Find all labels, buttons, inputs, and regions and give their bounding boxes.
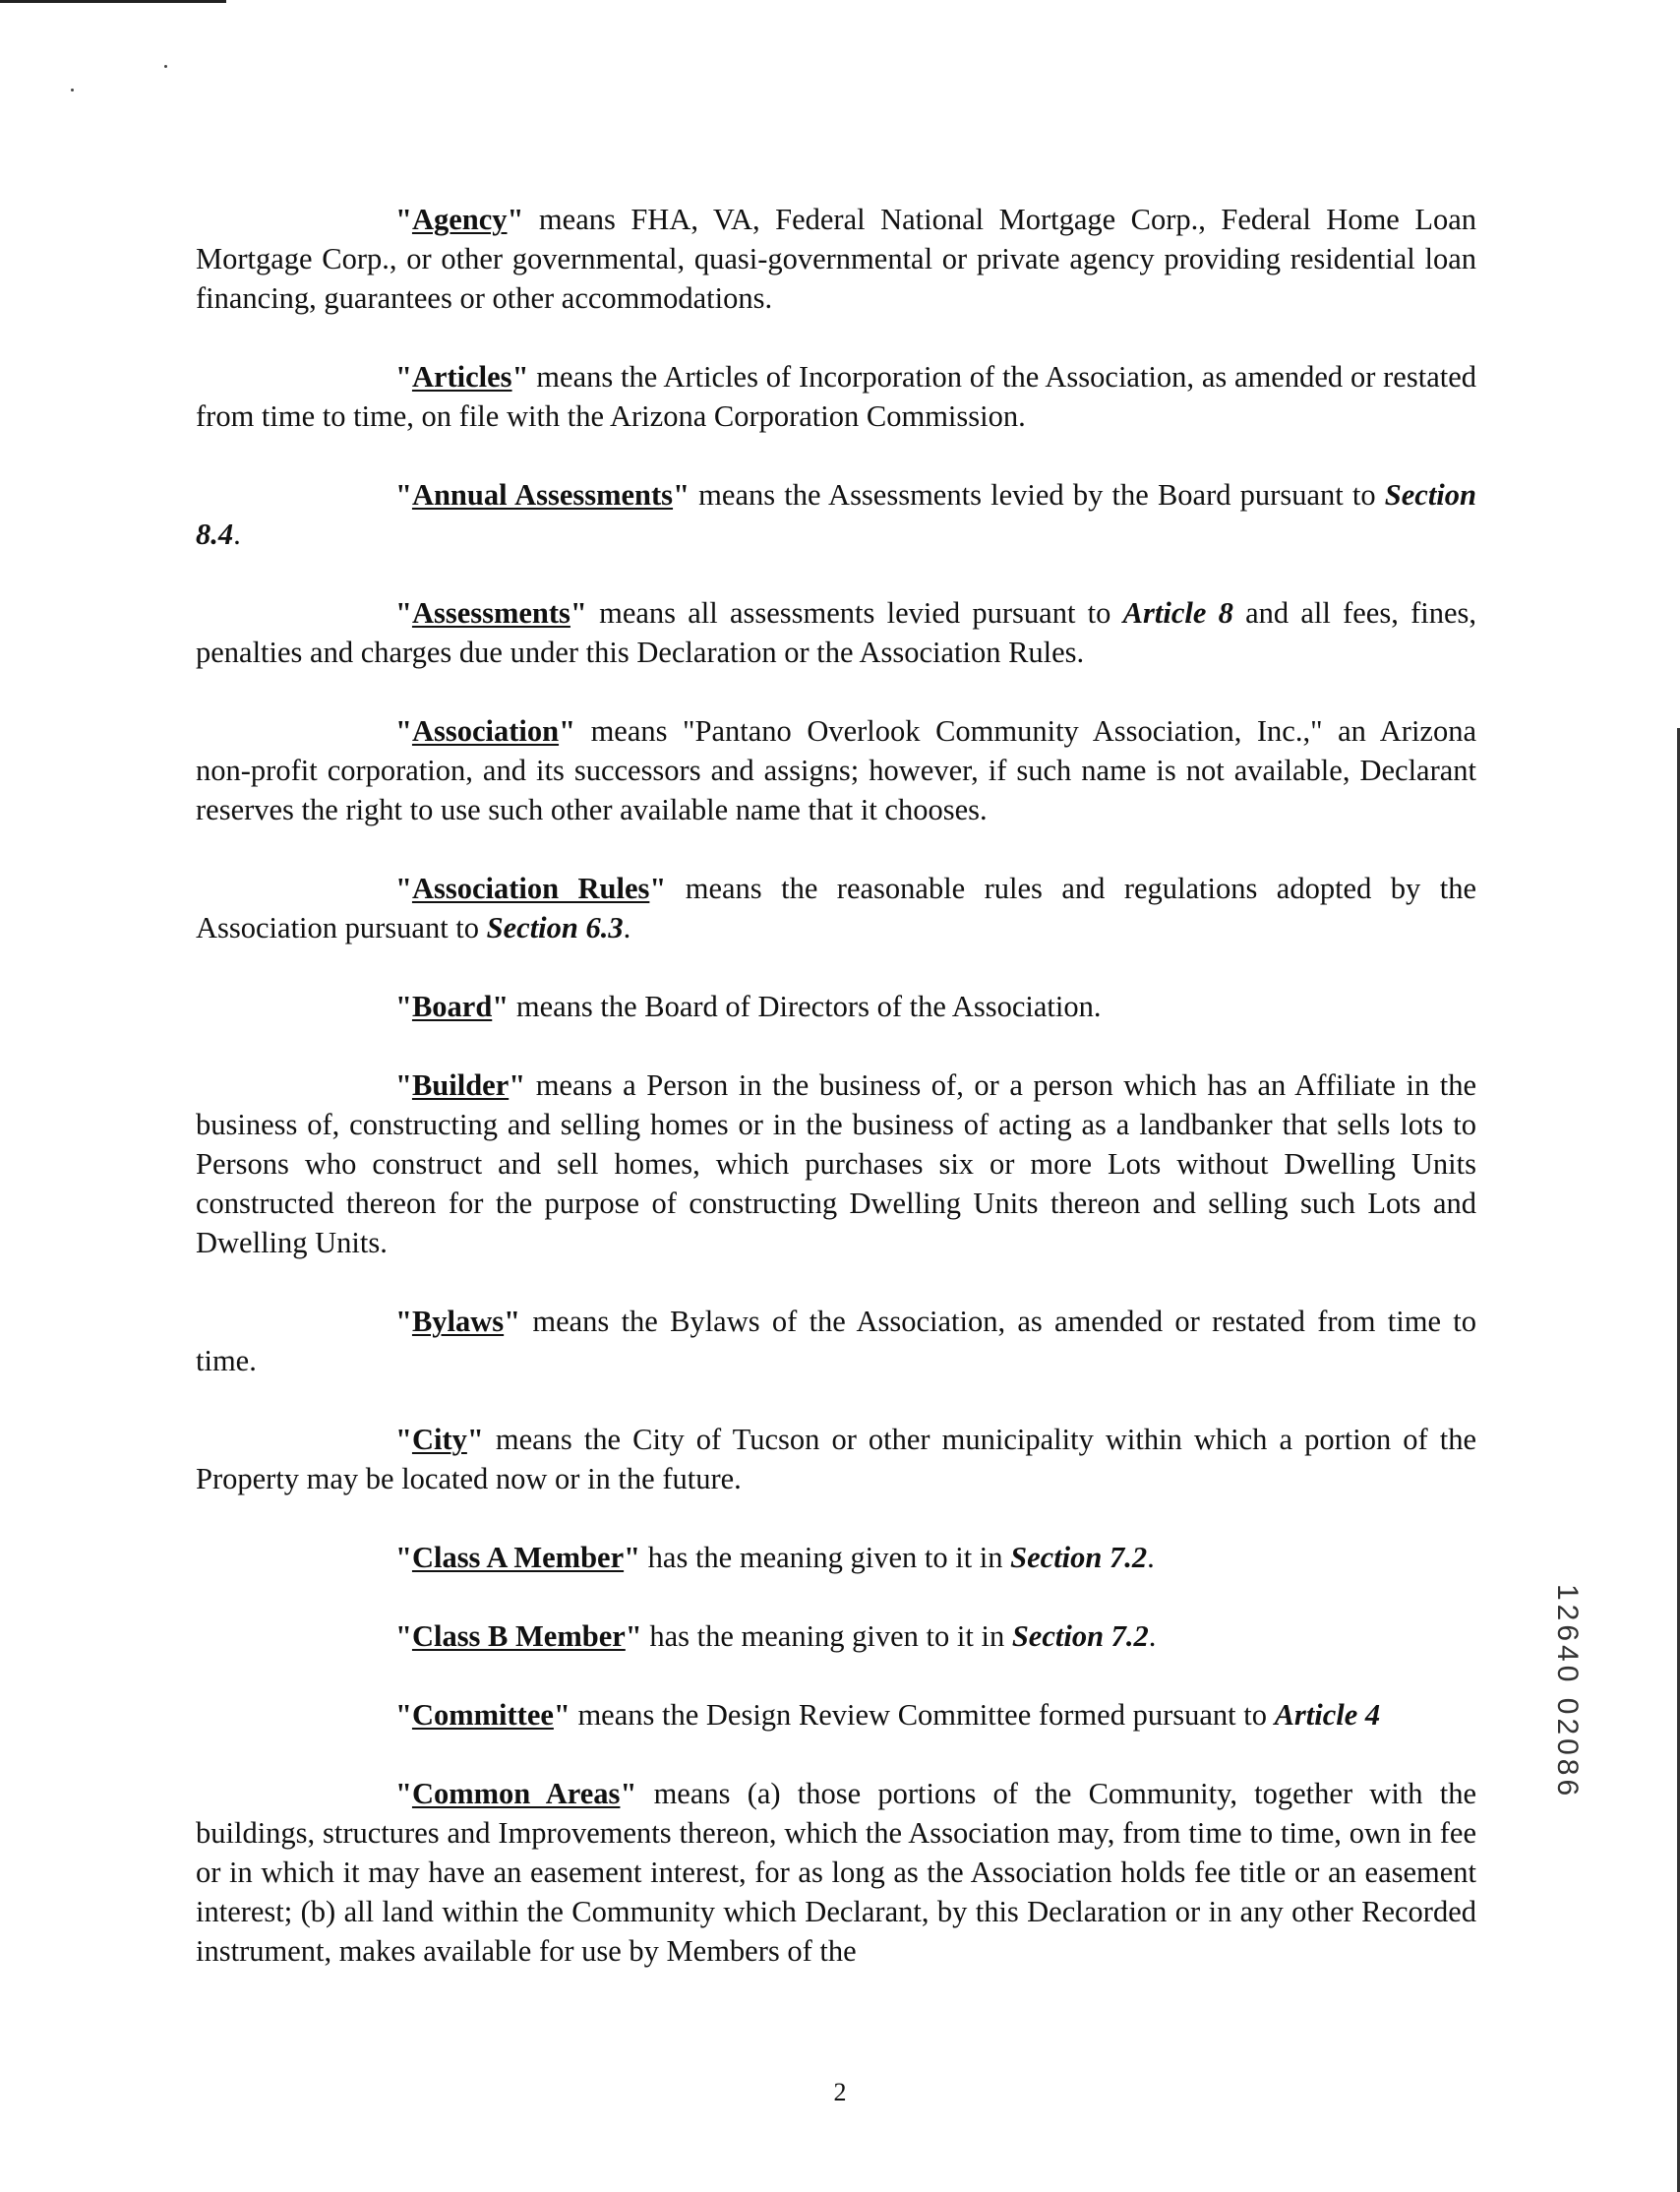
definition-paragraph [196,1420,1476,1498]
definition-paragraph [196,1066,1476,1262]
definition-text: has the meaning given to it in [641,1619,1012,1653]
section-reference: Article 8 [1122,596,1233,630]
defined-term: "Committee" [395,1698,570,1732]
defined-term: "City" [395,1423,484,1456]
definition-text: means the City of Tucson or other municipality within which a portion of the Property may be located now or in the future. [196,1423,1476,1495]
scan-speck [71,89,74,91]
document-body [196,200,1476,2010]
defined-term: "Bylaws" [395,1305,521,1338]
definition-text: means the Board of Directors of the Association. [509,990,1102,1023]
section-reference: Section 7.2 [1010,1541,1148,1574]
defined-term: "Articles" [395,360,529,394]
scan-edge-line [0,0,226,3]
definition-text: . [1147,1541,1155,1574]
definition-paragraph [196,987,1476,1026]
definition-text: means the Articles of Incorporation of the Association, as amended or restated from time to time, on file with the Arizona Corporation Commission. [196,360,1476,433]
defined-term: "Assessments" [395,596,587,630]
definition-text: . [233,518,241,551]
defined-term: "Annual Assessments" [395,478,690,512]
definition-paragraph [196,1538,1476,1577]
definition-text: has the meaning given to it in [640,1541,1011,1574]
definition-paragraph [196,475,1476,554]
definition-text: . [1148,1619,1157,1653]
defined-term: "Association Rules" [395,872,667,905]
definition-text: means all assessments levied pursuant to [586,596,1123,630]
definition-text: means the reasonable rules and regulations adopted by the Association pursuant to [196,872,1476,944]
definition-text: means (a) those portions of the Community, together with the buildings, structures and Improvements thereon, which the Association may, from time to time, own in fee or in which it may have an easement interest, for as long as the Association holds fee title or an easement interest; (b) all land within the Community which Declarant, by this Declaration or in any other Recorded instrument, makes available for use by Members of the [196,1777,1476,1968]
recording-stamp: 12640 02086 [1551,1584,1584,1800]
defined-term: "Board" [395,990,510,1023]
definition-paragraph [196,711,1476,829]
defined-term: "Class A Member" [395,1541,641,1574]
definition-text: means the Assessments levied by the Board pursuant to [690,478,1385,512]
defined-term: "Association" [395,714,575,748]
definition-text: means "Pantano Overlook Community Association, Inc.," an Arizona non-profit corporation, and its successors and assigns; however, if such name is not available, Declarant reserves the right to use such other available name that it chooses. [196,714,1476,826]
section-reference: Article 4 [1274,1698,1381,1732]
definition-text: means the Bylaws of the Association, as amended or restated from time to time. [196,1305,1476,1377]
definition-text: . [623,911,631,944]
defined-term: "Common Areas" [395,1777,637,1810]
definition-text: means the Design Review Committee formed pursuant to [570,1698,1275,1732]
definition-paragraph [196,357,1476,436]
definition-paragraph [196,1695,1476,1735]
definition-text: means a Person in the business of, or a person which has an Affiliate in the business of, constructing and selling homes or in the business of acting as a landbanker that sells lots to Persons who construct and sell homes, which purchases six or more Lots without Dwelling Units constructed thereon for the purpose of constructing Dwelling Units thereon and selling such Lots and Dwelling Units. [196,1068,1476,1259]
scan-speck [164,65,167,68]
definition-text: and all fees, fines, penalties and charges due under this Declaration or the Association Rules. [196,596,1476,669]
section-reference: Section 8.4 [196,478,1476,551]
section-reference: Section 6.3 [486,911,624,944]
definition-paragraph [196,1616,1476,1656]
defined-term: "Agency" [395,203,524,236]
definition-text: means FHA, VA, Federal National Mortgage Corp., Federal Home Loan Mortgage Corp., or other governmental, quasi-governmental or private agency providing residential loan financing, guarantees or other accommodations. [196,203,1476,315]
definition-paragraph [196,593,1476,672]
section-reference: Section 7.2 [1011,1619,1149,1653]
definition-paragraph [196,869,1476,947]
definition-paragraph [196,200,1476,318]
defined-term: "Builder" [395,1068,526,1102]
page-number: 2 [833,2078,847,2106]
definition-paragraph [196,1774,1476,1971]
definition-paragraph [196,1302,1476,1380]
defined-term: "Class B Member" [395,1619,642,1653]
